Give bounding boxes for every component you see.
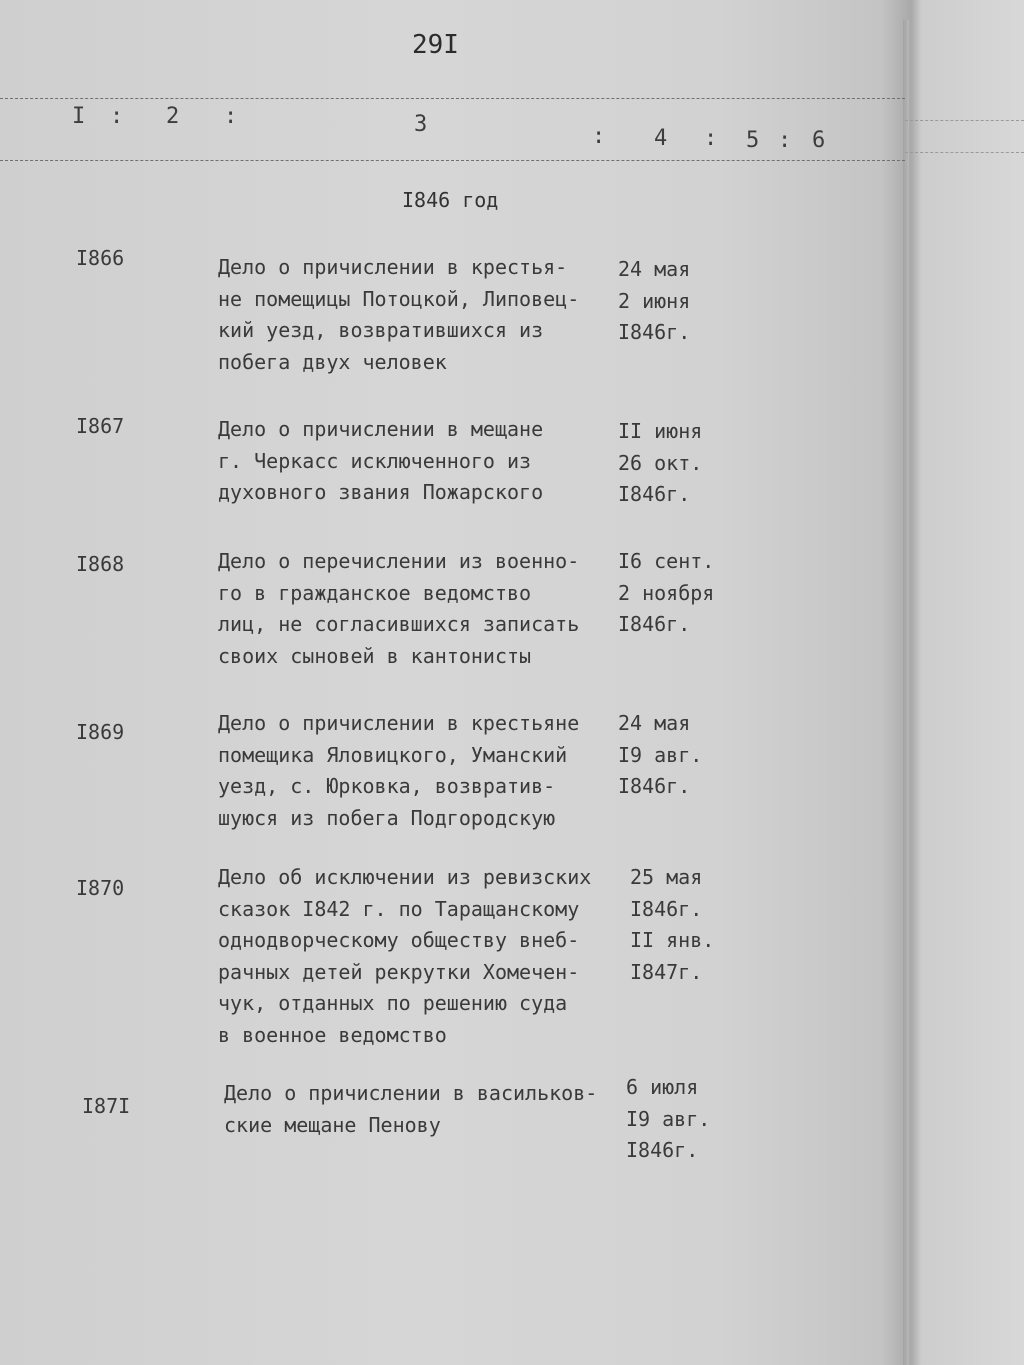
description-line: рачных детей рекрутки Хомечен- — [218, 959, 580, 984]
description-line: побега двух человек — [218, 349, 447, 374]
entry-dates — [626, 1072, 736, 1167]
entry-dates — [618, 546, 728, 641]
column-number-2: 2 — [166, 104, 182, 129]
description-line: в военное ведомство — [218, 1022, 447, 1047]
date-line: 2 ноября — [618, 580, 715, 605]
description-line: уезд, с. Юрковка, возвратив- — [218, 774, 556, 798]
description-line: ские мещане Пенову — [224, 1112, 441, 1137]
description-line: Дело о причислении в крестьяне — [218, 711, 580, 735]
description-line: г. Черкасс исключенного из — [218, 448, 532, 473]
description-line: лиц, не согласившихся записать — [218, 612, 580, 636]
paper-edge-shadow — [903, 20, 909, 1365]
description-line: чук, отданных по решению суда — [218, 991, 568, 1015]
entry-number: I869 — [76, 720, 125, 744]
date-line: 2 июня — [618, 288, 691, 313]
entry-description — [218, 414, 613, 509]
description-line: шуюся из побега Подгородскую — [218, 805, 556, 830]
entry-dates — [618, 254, 728, 349]
column-number-1: I — [72, 104, 88, 129]
column-number-4: 4 — [654, 126, 670, 151]
header-top-rule-extension — [905, 120, 1024, 121]
page-number: 29I — [412, 30, 459, 60]
entry-dates — [618, 708, 728, 803]
date-line: I846г. — [626, 1138, 699, 1162]
entry-description — [218, 708, 613, 834]
date-line: 24 мая — [618, 711, 691, 735]
entry-number: I866 — [76, 246, 125, 270]
column-separator: : — [592, 124, 608, 149]
description-line: своих сыновей в кантонисты — [218, 643, 532, 668]
description-line: не помещицы Потоцкой, Липовец- — [218, 286, 580, 311]
column-number-3: 3 — [414, 112, 430, 137]
column-number-5: 5 — [746, 128, 762, 153]
header-top-rule — [0, 98, 905, 99]
description-line: го в гражданское ведомство — [218, 580, 532, 605]
date-line: I846г. — [630, 896, 703, 921]
description-line: сказок I842 г. по Таращанскому — [218, 896, 580, 921]
date-line: II янв. — [630, 928, 715, 952]
entry-description — [218, 862, 613, 1051]
entry-number: I868 — [76, 552, 125, 576]
column-separator: : — [110, 104, 126, 129]
header-bottom-rule-extension — [905, 152, 1024, 153]
date-line: 25 мая — [630, 865, 703, 889]
description-line: Дело о перечислении из военно- — [218, 549, 580, 573]
date-line: I846г. — [618, 774, 691, 798]
description-line: духовного звания Пожарского — [218, 480, 544, 504]
date-line: 24 мая — [618, 257, 691, 281]
date-line: 6 июля — [626, 1075, 699, 1099]
column-separator: : — [224, 104, 240, 129]
entry-number: I867 — [76, 414, 125, 438]
column-number-6: 6 — [812, 128, 828, 153]
year-heading: I846 год — [402, 188, 499, 212]
entry-description — [224, 1078, 619, 1141]
date-line: I846г. — [618, 612, 691, 636]
description-line: Дело о причислении в мещане — [218, 417, 544, 441]
description-line: Дело о причислении в васильков- — [224, 1081, 598, 1105]
description-line: Дело об исключении из ревизских — [218, 865, 592, 889]
column-separator: : — [704, 126, 720, 151]
date-line: I846г. — [618, 320, 691, 344]
date-line: 26 окт. — [618, 450, 703, 475]
description-line: помещика Яловицкого, Уманский — [218, 742, 568, 767]
entry-number: I870 — [76, 876, 125, 900]
date-line: II июня — [618, 419, 703, 443]
column-separator: : — [778, 128, 794, 153]
description-line: однодворческому обществу внеб- — [218, 928, 580, 952]
date-line: I6 сент. — [618, 549, 715, 573]
entry-number: I87I — [82, 1094, 131, 1118]
date-line: I847г. — [630, 959, 703, 984]
entry-dates — [618, 416, 728, 511]
entry-description — [218, 252, 613, 378]
date-line: I9 авг. — [626, 1106, 711, 1131]
date-line: I846г. — [618, 482, 691, 506]
description-line: кий уезд, возвратившихся из — [218, 318, 544, 342]
entry-dates — [630, 862, 740, 988]
date-line: I9 авг. — [618, 742, 703, 767]
entry-description — [218, 546, 613, 672]
header-bottom-rule — [0, 160, 905, 161]
description-line: Дело о причислении в крестья- — [218, 255, 568, 279]
